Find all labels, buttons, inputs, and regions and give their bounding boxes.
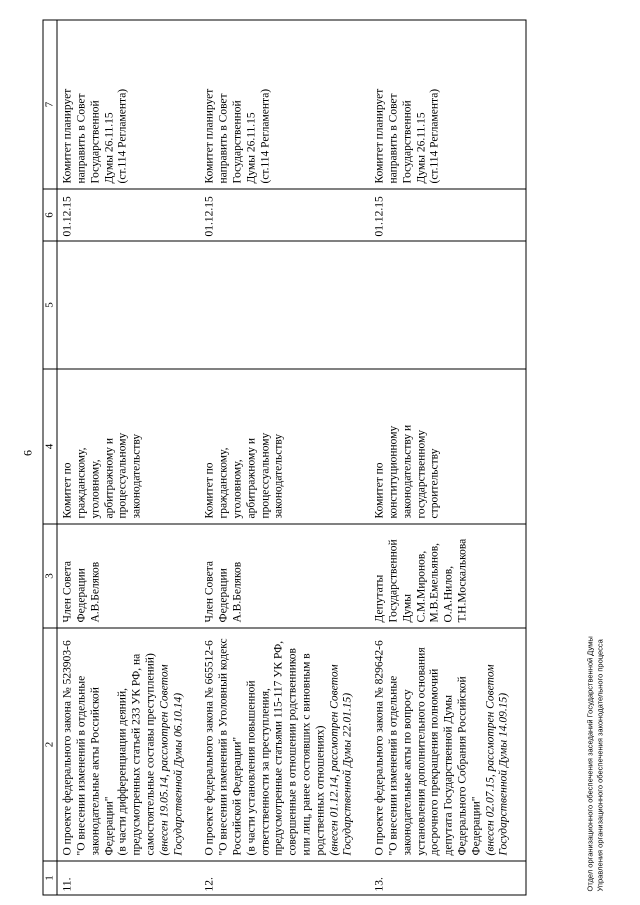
committee-line: законодательству	[130, 433, 143, 518]
committee-line: Комитет по	[61, 462, 74, 518]
author-line: Т.Н.Москалькова	[455, 538, 468, 622]
bill-note-line: ответственности за преступления,	[258, 687, 271, 855]
header-row	[43, 20, 57, 895]
col-header-1: 1	[43, 861, 57, 895]
committee-line: Комитет по	[373, 462, 386, 518]
bill-author	[199, 524, 369, 628]
date-cell: 01.12.15	[369, 189, 525, 241]
bill-title: О проекте федерального закона № 523903-6	[61, 639, 74, 855]
author-line: Член Совета	[61, 560, 74, 622]
bill-name-line: Федерации"	[102, 795, 115, 855]
action-line: Комитет планирует	[373, 88, 386, 183]
bill-note-line: самостоятельные составы преступлений)	[143, 652, 156, 855]
table-row	[199, 20, 369, 895]
bill-name-line: Российской Федерации"	[230, 736, 243, 855]
bill-title: О проекте федерального закона № 665512-6	[203, 639, 216, 855]
col-header-4: 4	[43, 369, 57, 524]
bill-name-line: "О внесении изменений в отдельные	[386, 675, 399, 855]
bill-status-line: Государственной Думы 14.09.15)	[497, 692, 510, 855]
responsible-committee	[199, 369, 369, 524]
page-number: 6	[20, 449, 34, 456]
bill-note-line: предусмотренных статьей 233 УК РФ, на	[130, 653, 143, 855]
bill-name-line: "О внесении изменений в отдельные	[74, 675, 87, 855]
committee-line: конституционному	[386, 425, 399, 518]
bill-name-line: досрочного прекращения полномочий	[428, 668, 441, 855]
bill-note-line: или лиц, ранее состоявших с виновным в	[299, 652, 312, 855]
author-line: Федерации	[217, 567, 230, 622]
table-row	[57, 20, 200, 895]
date-cell: 01.12.15	[57, 189, 200, 241]
bill-author	[369, 524, 525, 628]
action-line: направить в Совет	[217, 92, 230, 183]
committee-line: арбитражному и	[102, 437, 115, 518]
committee-line: процессуальному	[116, 432, 129, 518]
action-line: (ст.114 Регламента)	[116, 88, 129, 183]
author-line: Государственной	[386, 538, 399, 622]
bill-status-line: (внесен 19.05.14, рассмотрен Советом	[157, 663, 170, 855]
bill-name-line: Федерального Собрания Российской	[455, 675, 468, 855]
bill-name-line: установления дополнительного основания	[414, 646, 427, 855]
action-line: направить в Совет	[386, 92, 399, 183]
bill-status-line: (внесен 01.12.14, рассмотрен Советом	[327, 663, 340, 855]
author-line: О.А.Нилов,	[442, 565, 455, 622]
committee-line: гражданскому,	[74, 446, 87, 518]
date-cell: 01.12.15	[199, 189, 369, 241]
bill-note-line: совершенные в отношении родственников	[286, 647, 299, 855]
committee-line: Комитет по	[203, 462, 216, 518]
col-header-6: 6	[43, 189, 57, 241]
bill-note-line: родственных отношениях)	[313, 725, 326, 855]
bill-name-line: депутата Государственной Думы	[442, 694, 455, 855]
author-line: Думы	[400, 593, 413, 622]
bill-title: О проекте федерального закона № 829642-6	[373, 639, 386, 855]
col5-cell	[57, 241, 200, 369]
bill-status-line: Государственной Думы 22.01.15)	[341, 692, 354, 855]
action-line: Государственной	[88, 99, 101, 183]
bill-name-line: Федерации"	[469, 795, 482, 855]
action-line: Государственной	[230, 99, 243, 183]
col-header-2: 2	[43, 628, 57, 861]
author-line: Депутаты	[373, 574, 386, 622]
action-line: (ст.114 Регламента)	[258, 88, 271, 183]
footer-line: Отдел организационного обеспечения заседаний Государственной Думы	[585, 635, 594, 891]
action-line: Государственной	[400, 99, 413, 183]
bill-name-line: законодательные акты Российской	[88, 686, 101, 855]
col-header-7: 7	[43, 20, 57, 189]
author-line: С.М.Миронов,	[414, 550, 427, 622]
bill-name-line: "О внесении изменений в Уголовный кодекс	[217, 637, 230, 855]
committee-line: законодательству	[272, 433, 285, 518]
committee-line: государственному	[414, 429, 427, 518]
bill-status-line: Государственной Думы 06.10.14)	[171, 692, 184, 855]
action-line: Комитет планирует	[203, 88, 216, 183]
bill-note-line: (в части дифференциации деяний,	[116, 687, 129, 855]
responsible-committee	[369, 369, 525, 524]
committee-line: законодательству и	[400, 424, 413, 518]
action-line: Думы 26.11.15	[244, 111, 257, 183]
action-line: Думы 26.11.15	[102, 111, 115, 183]
footer-department	[585, 636, 605, 891]
bill-status-line: (внесен 02.07.15, рассмотрен Советом	[483, 663, 496, 855]
bill-name-line: законодательные акты по вопросу	[400, 688, 413, 855]
col5-cell	[199, 241, 369, 369]
bills-table	[42, 19, 526, 895]
committee-line: уголовному,	[230, 458, 243, 518]
bill-description	[199, 628, 369, 861]
row-number: 12.	[199, 861, 369, 895]
table-row	[369, 20, 525, 895]
author-line: Член Совета	[203, 560, 216, 622]
col-header-5: 5	[43, 241, 57, 369]
row-number: 11.	[57, 861, 200, 895]
action-line: (ст.114 Регламента)	[428, 88, 441, 183]
action-cell	[369, 20, 525, 189]
row-number: 13.	[369, 861, 525, 895]
author-line: А.В.Беляков	[230, 561, 243, 622]
bill-note-line: (в части установления повышенной	[244, 679, 257, 855]
footer-line: Управления организационного обеспечения законодательного процесса	[595, 638, 605, 891]
action-cell	[57, 20, 200, 189]
col5-cell	[369, 241, 525, 369]
author-line: М.В.Емельянов,	[428, 542, 441, 622]
action-line: направить в Совет	[74, 92, 87, 183]
responsible-committee	[57, 369, 200, 524]
committee-line: процессуальному	[258, 432, 271, 518]
bill-author	[57, 524, 200, 628]
committee-line: арбитражному и	[244, 437, 257, 518]
col-header-3: 3	[43, 524, 57, 628]
bill-note-line: предусмотренные статьями 115-117 УК РФ,	[272, 640, 285, 855]
bill-description	[57, 628, 200, 861]
bill-description	[369, 628, 525, 861]
committee-line: строительству	[428, 448, 441, 518]
committee-line: уголовному,	[88, 458, 101, 518]
author-line: А.В.Беляков	[88, 561, 101, 622]
action-cell	[199, 20, 369, 189]
action-line: Комитет планирует	[61, 88, 74, 183]
committee-line: гражданскому,	[217, 446, 230, 518]
author-line: Федерации	[74, 567, 87, 622]
action-line: Думы 26.11.15	[414, 111, 427, 183]
